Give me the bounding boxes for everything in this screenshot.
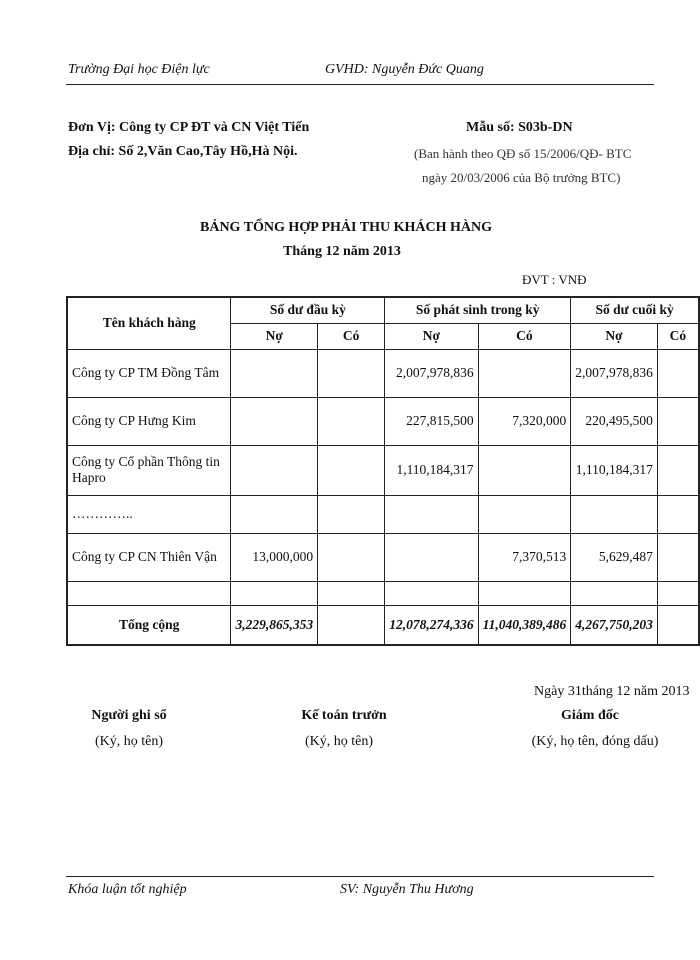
closing-debit [571, 495, 658, 533]
total-closing-debit: 4,267,750,203 [571, 605, 658, 645]
closing-debit: 2,007,978,836 [571, 349, 658, 397]
table-row [67, 581, 699, 605]
report-title: BẢNG TỔNG HỢP PHẢI THU KHÁCH HÀNG [200, 220, 492, 235]
closing-debit-header: Nợ [571, 323, 658, 349]
opening-credit-header: Có [318, 323, 385, 349]
form-note-line2: ngày 20/03/2006 của Bộ trưởng BTC) [422, 170, 621, 185]
closing-credit [657, 581, 699, 605]
col-closing-header: Số dư cuối kỳ [571, 297, 699, 323]
total-label: Tổng cộng [67, 605, 231, 645]
customer-name: Công ty CP CN Thiên Vận [67, 533, 231, 581]
total-opening-debit: 3,229,865,353 [231, 605, 318, 645]
director-note: (Ký, họ tên, đóng dấu) [531, 734, 659, 749]
opening-debit-header: Nợ [231, 323, 318, 349]
report-period: Tháng 12 năm 2013 [283, 244, 401, 259]
accountant-title: Kế toán trưởn [301, 708, 387, 723]
customer-name: ………….. [67, 495, 231, 533]
period-credit [478, 445, 571, 495]
closing-credit [657, 495, 699, 533]
closing-debit: 220,495,500 [571, 397, 658, 445]
period-debit [385, 533, 478, 581]
receivables-table [66, 296, 700, 646]
page-header-school: Trường Đại học Điện lực [68, 62, 210, 77]
period-credit [478, 581, 571, 605]
period-credit [478, 349, 571, 397]
closing-credit-header: Có [657, 323, 699, 349]
opening-debit [231, 581, 318, 605]
table-row [67, 445, 699, 495]
closing-debit [571, 581, 658, 605]
total-period-credit: 11,040,389,486 [478, 605, 571, 645]
period-debit: 227,815,500 [385, 397, 478, 445]
signature-date: Ngày 31tháng 12 năm 2013 [534, 684, 690, 699]
header-rule [66, 84, 654, 85]
customer-name: Công ty Cổ phần Thông tin Hapro [67, 445, 231, 495]
total-opening-credit [318, 605, 385, 645]
opening-debit [231, 445, 318, 495]
period-debit [385, 581, 478, 605]
closing-debit: 5,629,487 [571, 533, 658, 581]
opening-credit [318, 581, 385, 605]
table-row [67, 533, 699, 581]
page-header-advisor: GVHD: Nguyễn Đức Quang [325, 62, 484, 77]
closing-credit [657, 397, 699, 445]
opening-credit [318, 445, 385, 495]
closing-debit: 1,110,184,317 [571, 445, 658, 495]
opening-credit [318, 533, 385, 581]
opening-debit [231, 397, 318, 445]
customer-name: Công ty CP TM Đồng Tâm [67, 349, 231, 397]
opening-debit: 13,000,000 [231, 533, 318, 581]
total-row [67, 605, 699, 645]
footer-rule [66, 876, 654, 877]
currency-unit: ĐVT : VNĐ [522, 272, 587, 287]
total-closing-credit [657, 605, 699, 645]
total-period-debit: 12,078,274,336 [385, 605, 478, 645]
period-credit-header: Có [478, 323, 571, 349]
customer-name [67, 581, 231, 605]
company-unit: Đơn Vị: Công ty CP ĐT và CN Việt Tiến [68, 120, 310, 135]
opening-debit [231, 349, 318, 397]
closing-credit [657, 445, 699, 495]
closing-credit [657, 349, 699, 397]
page-footer-student: SV: Nguyễn Thu Hương [340, 882, 474, 897]
col-opening-header: Số dư đầu kỳ [231, 297, 385, 323]
form-note-line1: (Ban hành theo QĐ số 15/2006/QĐ- BTC [414, 146, 632, 161]
period-debit [385, 495, 478, 533]
period-credit [478, 495, 571, 533]
opening-credit [318, 349, 385, 397]
header-row-groups [67, 297, 699, 323]
form-code: Mẫu số: S03b-DN [466, 120, 573, 135]
customer-name: Công ty CP Hưng Kim [67, 397, 231, 445]
recorder-title: Người ghi sổ [91, 708, 167, 723]
period-debit: 1,110,184,317 [385, 445, 478, 495]
opening-credit [318, 495, 385, 533]
table-row [67, 349, 699, 397]
col-customer-header: Tên khách hàng [67, 297, 231, 349]
period-debit: 2,007,978,836 [385, 349, 478, 397]
page-footer-thesis: Khóa luận tốt nghiệp [68, 882, 187, 897]
company-address: Địa chỉ: Số 2,Văn Cao,Tây Hồ,Hà Nội. [68, 144, 298, 159]
opening-debit [231, 495, 318, 533]
col-period-header: Số phát sinh trong kỳ [385, 297, 571, 323]
table-row [67, 495, 699, 533]
recorder-note: (Ký, họ tên) [94, 734, 164, 749]
opening-credit [318, 397, 385, 445]
director-title: Giám đốc [561, 708, 619, 723]
closing-credit [657, 533, 699, 581]
period-credit: 7,320,000 [478, 397, 571, 445]
period-credit: 7,370,513 [478, 533, 571, 581]
period-debit-header: Nợ [385, 323, 478, 349]
table-row [67, 397, 699, 445]
accountant-note: (Ký, họ tên) [304, 734, 374, 749]
